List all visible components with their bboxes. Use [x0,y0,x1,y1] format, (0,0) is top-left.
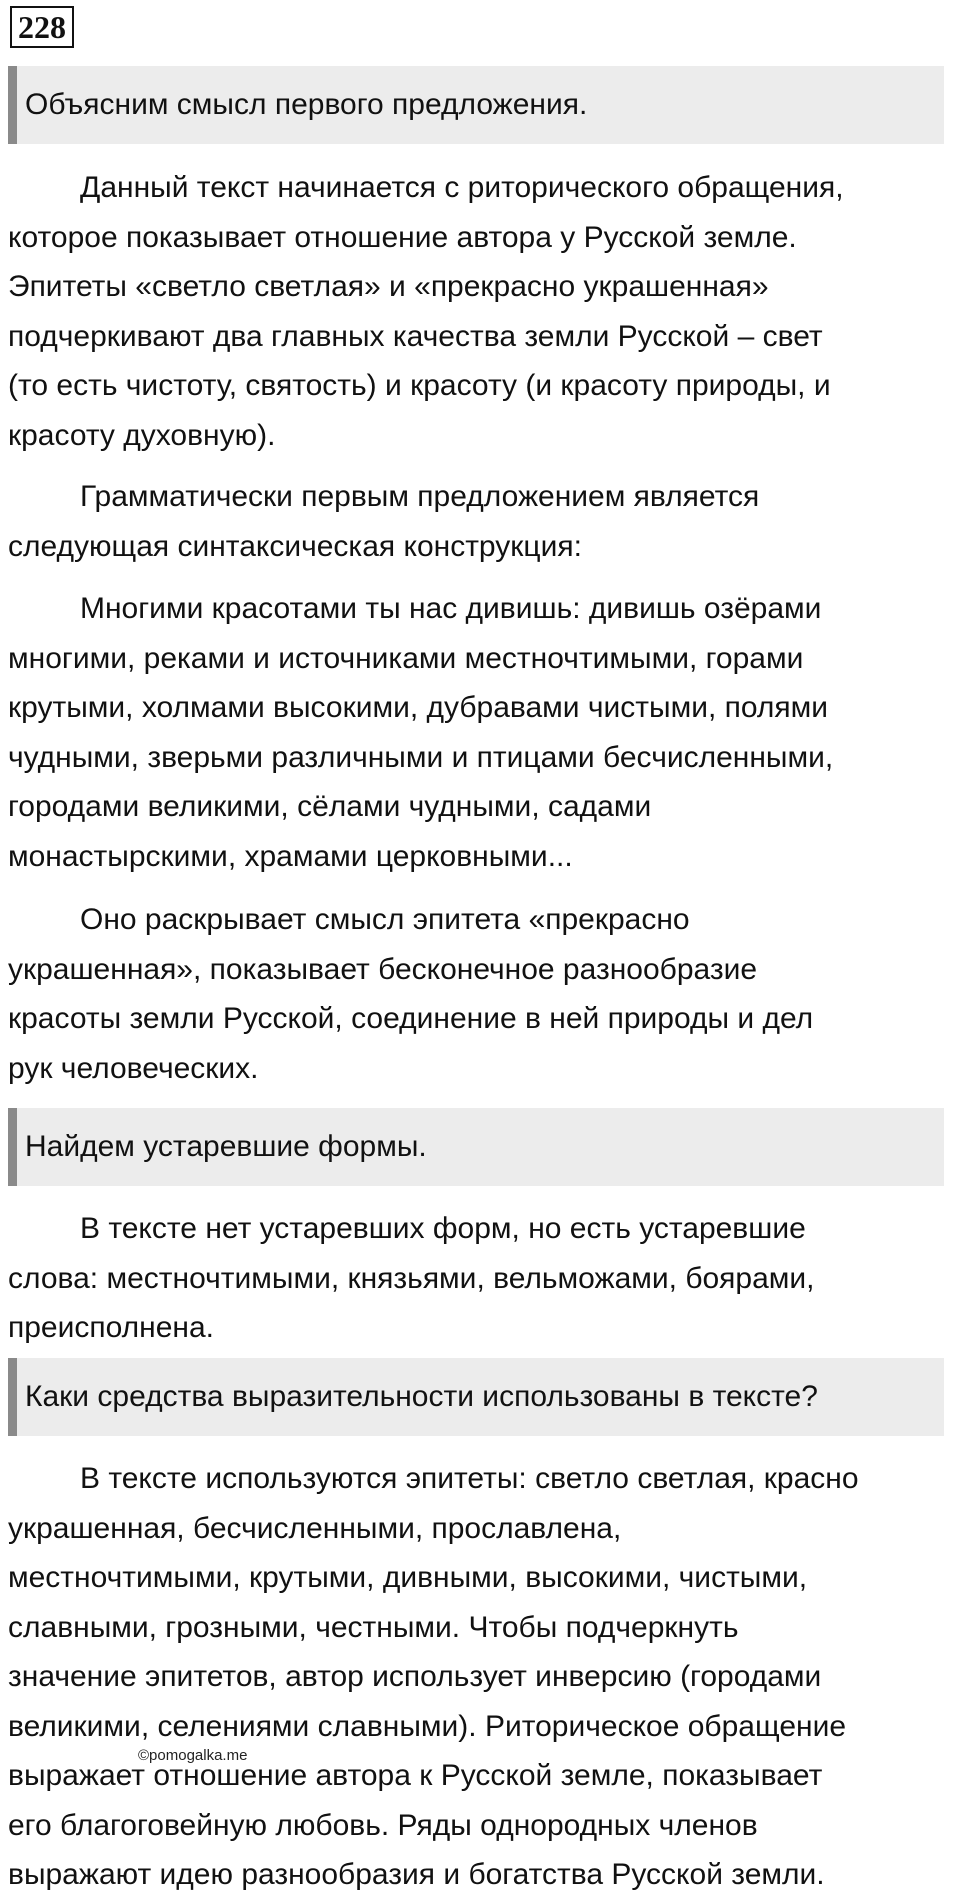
paragraph-expressive-means [8,1454,952,1900]
text-line: монастырскими, храмами церковными... [8,839,573,873]
text-line: красоты земли Русской, соединение в ней природы и дел [8,1002,814,1035]
text-line: следующая синтаксическая конструкция: [8,529,582,563]
text-line: Эпитеты «светло светлая» и «прекрасно украшенная» [8,270,769,303]
text-line: великими, селениями славными). Риторическое обращение [8,1709,847,1743]
text-line: которое показывает отношение автора у Русской земле. [8,220,797,254]
paragraph-archaic-words [8,1204,952,1353]
text-line: славными, грозными, честными. Чтобы подчеркнуть [8,1610,739,1644]
text-line: красоту духовную). [8,418,276,452]
text-line: чудными, зверьми различными и птицами бесчисленными, [8,740,834,774]
text-line: (то есть чистоту, святость) и красоту (и красоту природы, и [8,369,831,402]
text-line: рук человеческих. [8,1051,259,1085]
paragraph-grammar [8,472,952,571]
text-line: украшенная, бесчисленными, прославлена, [8,1511,622,1545]
text-line: Многими красотами ты нас дивишь: дивишь озёрами [80,592,822,625]
section-header-expressive-means: Каки средства выразительности использованы в тексте? [8,1358,944,1436]
text-line: преисполнена. [8,1311,214,1344]
text-line: слова: местночтимыми, князьями, вельможами, боярами, [8,1261,815,1295]
text-line: Данный текст начинается с риторического обращения, [80,171,844,204]
text-line: его благоговейную любовь. Ряды однородных членов [8,1808,758,1842]
paragraph-quote [8,584,952,881]
text-line: выражает отношение автора к Русской земле, показывает [8,1759,823,1792]
paragraph-epithet-meaning [8,895,952,1093]
text-line: местночтимыми, крутыми, дивными, высокими, чистыми, [8,1561,808,1594]
text-line: выражают идею разнообразия и богатства Русской земли. [8,1858,825,1891]
text-line: подчеркивают два главных качества земли Русской – свет [8,319,823,353]
watermark: ©pomogalka.me [138,1747,248,1764]
text-line: крутыми, холмами высокими, дубравами чистыми, полями [8,691,829,724]
task-number: 228 [10,6,74,48]
text-line: В тексте нет устаревших форм, но есть устаревшие [80,1212,806,1245]
text-line: украшенная», показывает бесконечное разнообразие [8,952,758,986]
text-line: Оно раскрывает смысл эпитета «прекрасно [80,903,690,936]
text-line: В тексте используются эпитеты: светло светлая, красно [80,1462,859,1495]
text-line: Грамматически первым предложением является [80,480,760,513]
text-line: значение эпитетов, автор использует инверсию (городами [8,1660,822,1693]
section-header-meaning: Объясним смысл первого предложения. [8,66,944,144]
text-line: многими, реками и источниками местночтимыми, горами [8,641,804,675]
text-line: городами великими, сёлами чудными, садами [8,790,652,823]
paragraph-rhetorical-address [8,163,952,460]
section-header-archaic-forms: Найдем устаревшие формы. [8,1108,944,1186]
